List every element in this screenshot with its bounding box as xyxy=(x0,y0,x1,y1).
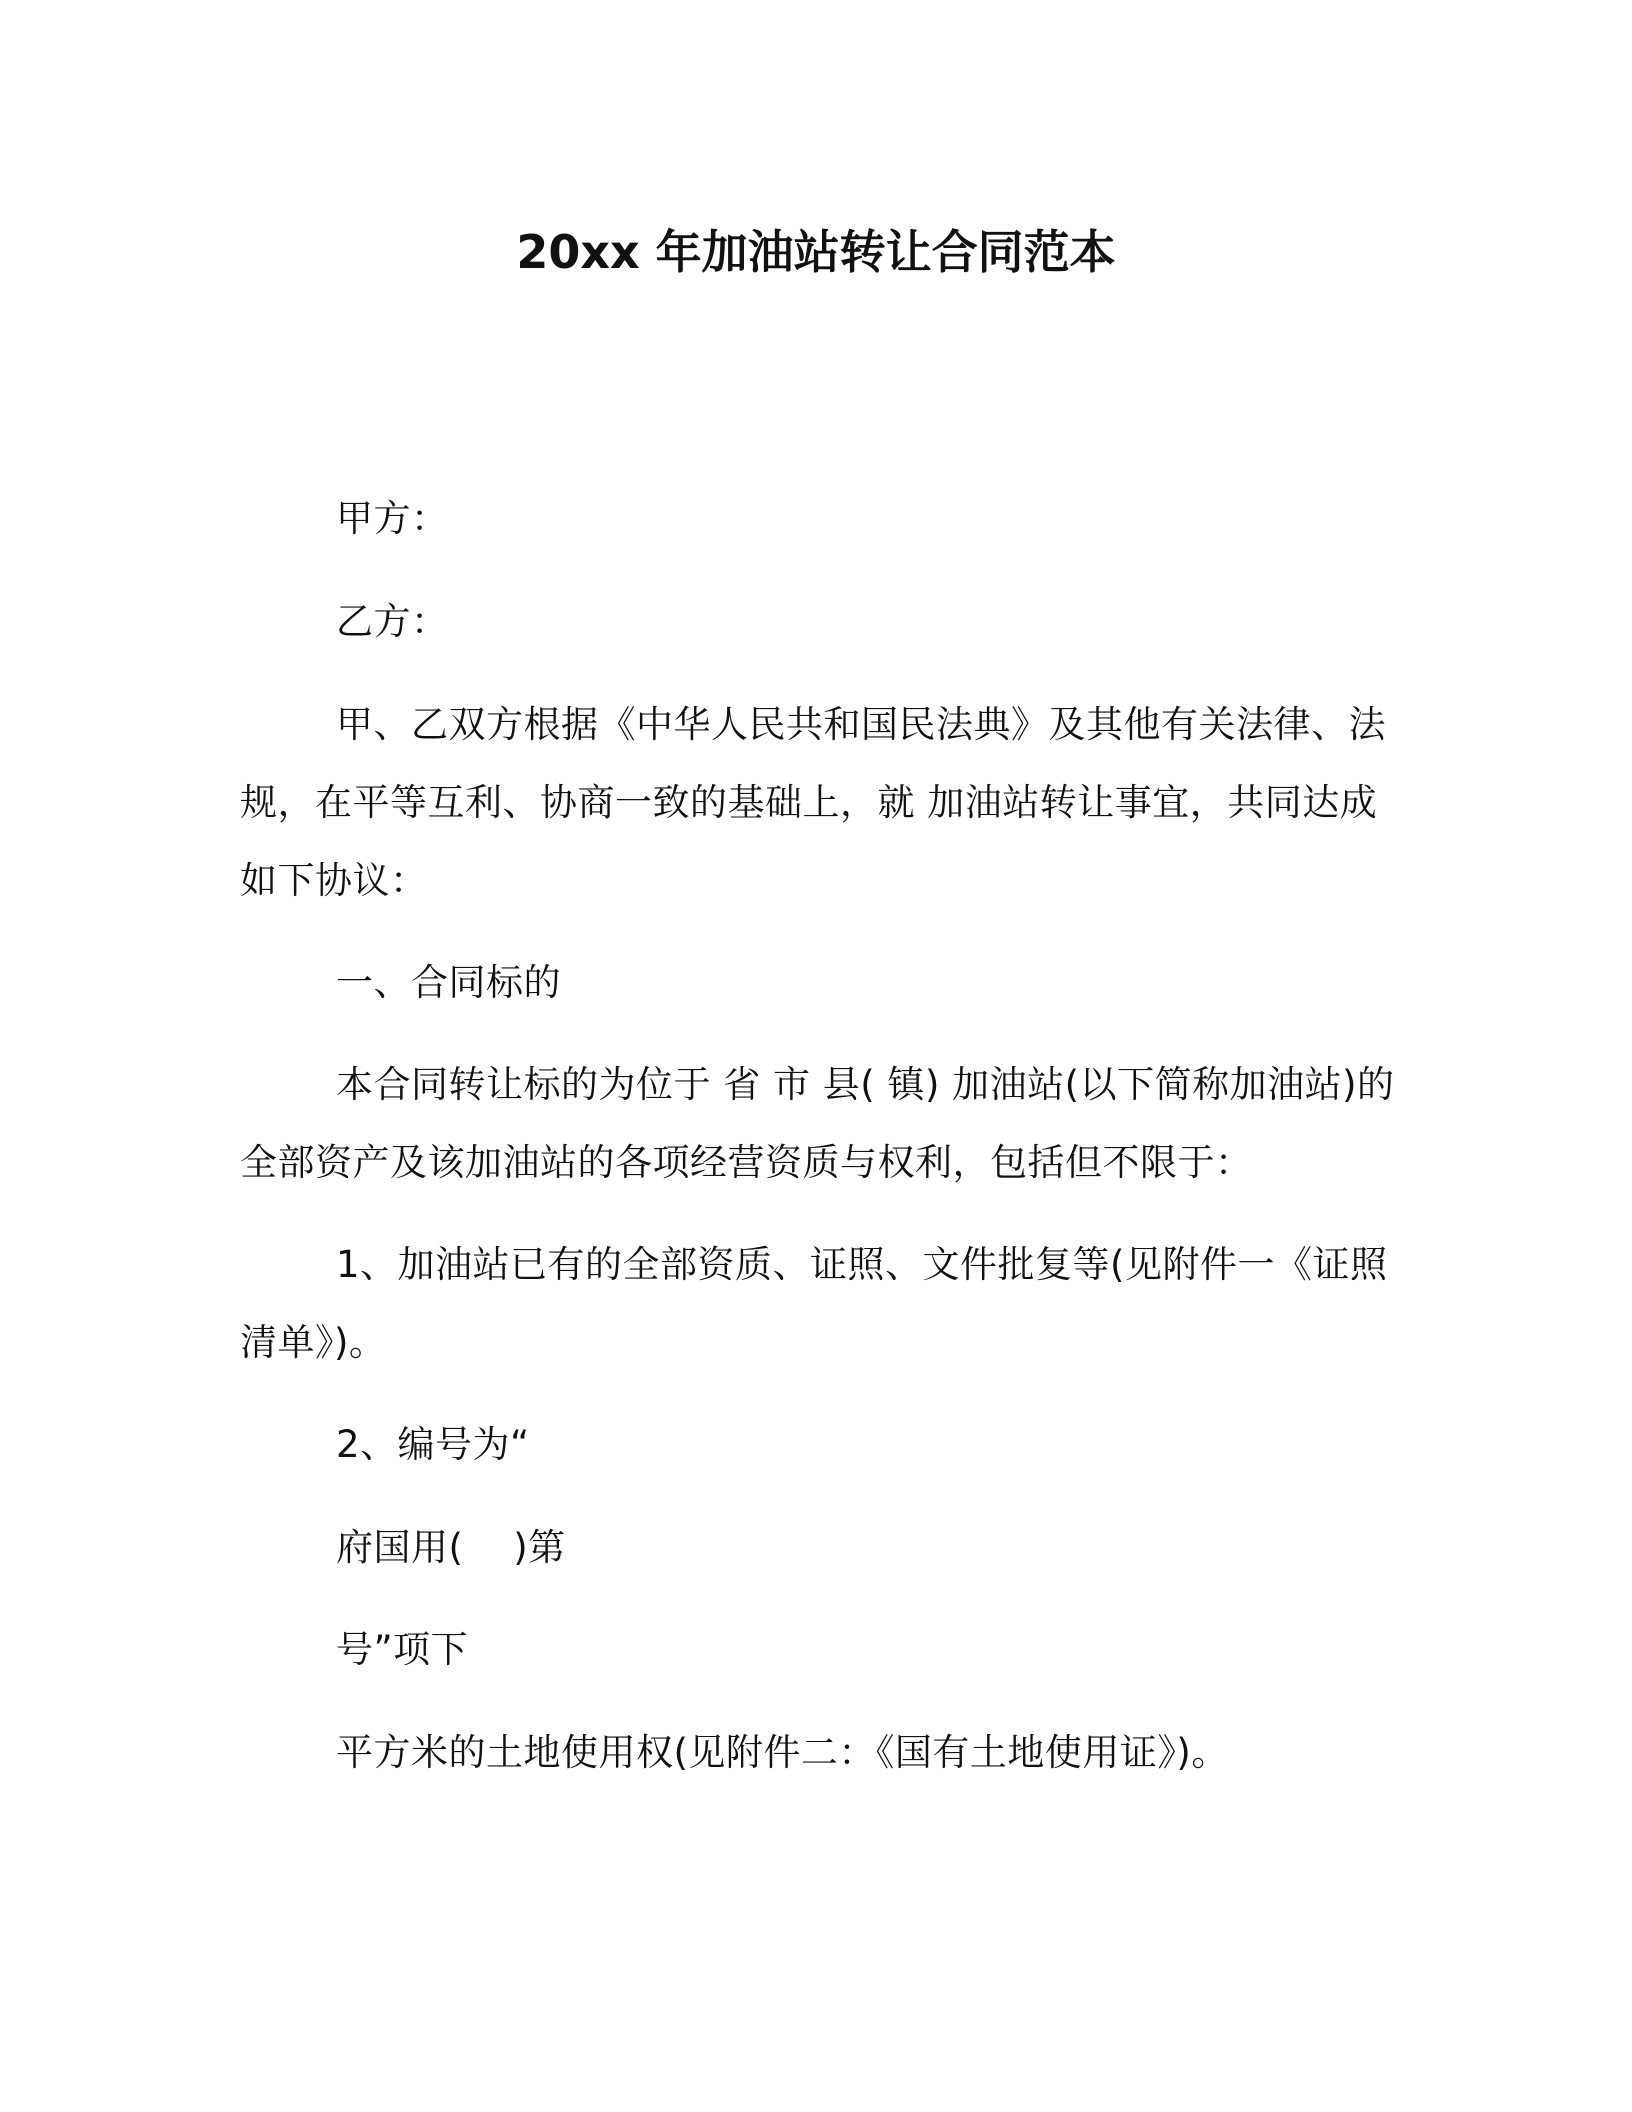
item-1-paragraph xyxy=(240,1226,1388,1382)
item-1-line-1: 1、加油站已有的全部资质、证照、文件批复等(见附件一《证照 xyxy=(336,1243,1388,1286)
item-2-line-1: 2、编号为“ xyxy=(336,1423,530,1466)
intro-line-1: 甲、乙双方根据《中华人民共和国民法典》及其他有关法律、法 xyxy=(336,703,1386,746)
section-1-paragraph xyxy=(240,1046,1395,1202)
section-1-heading: 一、合同标的 xyxy=(336,961,561,1004)
intro-paragraph xyxy=(240,686,1386,920)
party-b-label: 乙方： xyxy=(336,600,449,643)
document-title: 20xx 年加油站转让合同范本 xyxy=(516,225,1116,279)
section-1-line-2: 全部资产及该加油站的各项经营资质与权利，包括但不限于： xyxy=(240,1141,1253,1184)
party-a-label: 甲方： xyxy=(336,497,449,540)
item-1-line-2: 清单》)。 xyxy=(240,1321,387,1364)
item-2-line-2: 府国用( )第 xyxy=(336,1526,566,1569)
item-2-line-4: 平方米的土地使用权(见附件二：《国有土地使用证》)。 xyxy=(336,1731,1229,1774)
item-2-line-3: 号”项下 xyxy=(336,1628,469,1671)
intro-line-3: 如下协议： xyxy=(240,859,428,902)
section-1-line-1: 本合同转让标的为位于 省 市 县( 镇) 加油站(以下简称加油站)的 xyxy=(336,1063,1395,1106)
intro-line-2: 规，在平等互利、协商一致的基础上，就 加油站转让事宜，共同达成 xyxy=(240,781,1378,824)
